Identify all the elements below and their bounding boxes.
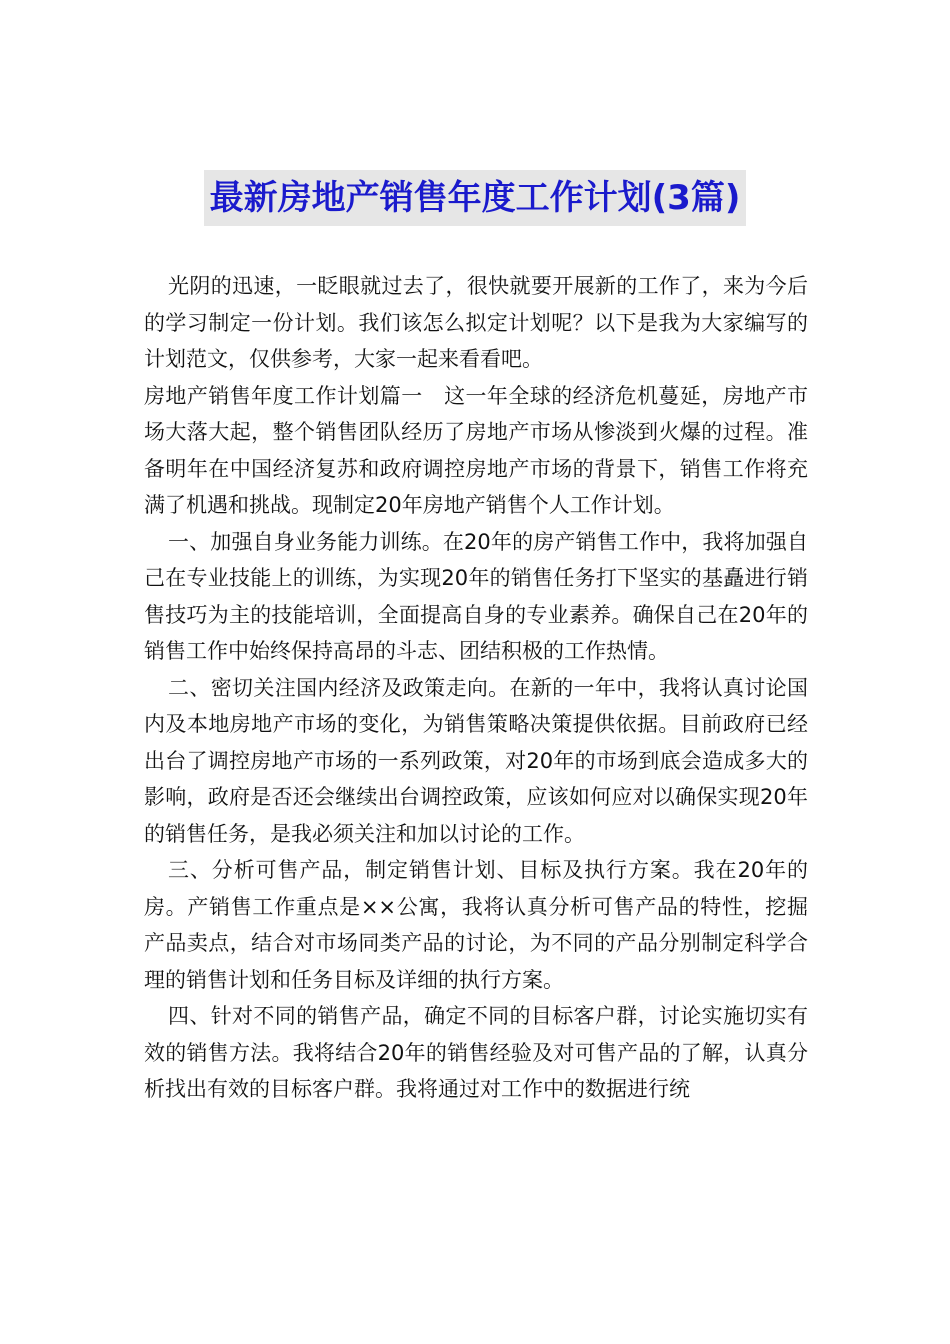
title-container (0, 170, 950, 226)
point-four-paragraph: 四、针对不同的销售产品，确定不同的目标客户群，讨论实施切实有效的销售方法。我将结合20年的销售经验及对可售产品的了解，认真分析找出有效的目标客户群。我将通过对工作中的数据进行统 (144, 1004, 808, 1101)
document-title: 最新房地产销售年度工作计划(3篇) (204, 170, 747, 226)
point-three-paragraph: 三、分析可售产品，制定销售计划、目标及执行方案。我在20年的房。产销售工作重点是××公寓，我将认真分析可售产品的特性，挖掘产品卖点，结合对市场同类产品的讨论，为不同的产品分别制定科学合理的销售计划和任务目标及详细的执行方案。 (144, 858, 808, 992)
section-one-heading-paragraph: 房地产销售年度工作计划篇一 这一年全球的经济危机蔓延，房地产市场大落大起，整个销售团队经历了房地产市场从惨淡到火爆的过程。准备明年在中国经济复苏和政府调控房地产市场的背景下，销售工作将充满了机遇和挑战。现制定20年房地产销售个人工作计划。 (144, 383, 808, 517)
intro-paragraph: 光阴的迅速，一眨眼就过去了，很快就要开展新的工作了，来为今后的学习制定一份计划。我们该怎么拟定计划呢？以下是我为大家编写的计划范文，仅供参考，大家一起来看看吧。 (144, 274, 808, 371)
document-body (144, 268, 808, 1108)
point-one-paragraph: 一、加强自身业务能力训练。在20年的房产销售工作中，我将加强自己在专业技能上的训练，为实现20年的销售任务打下坚实的基矗进行销售技巧为主的技能培训，全面提高自身的专业素养。确保自己在20年的销售工作中始终保持高昂的斗志、团结积极的工作热情。 (144, 529, 808, 663)
point-two-paragraph: 二、密切关注国内经济及政策走向。在新的一年中，我将认真讨论国内及本地房地产市场的变化，为销售策略决策提供依据。目前政府已经出台了调控房地产市场的一系列政策，对20年的市场到底会造成多大的影响，政府是否还会继续出台调控政策，应该如何应对以确保实现20年的销售任务，是我必须关注和加以讨论的工作。 (144, 675, 808, 846)
